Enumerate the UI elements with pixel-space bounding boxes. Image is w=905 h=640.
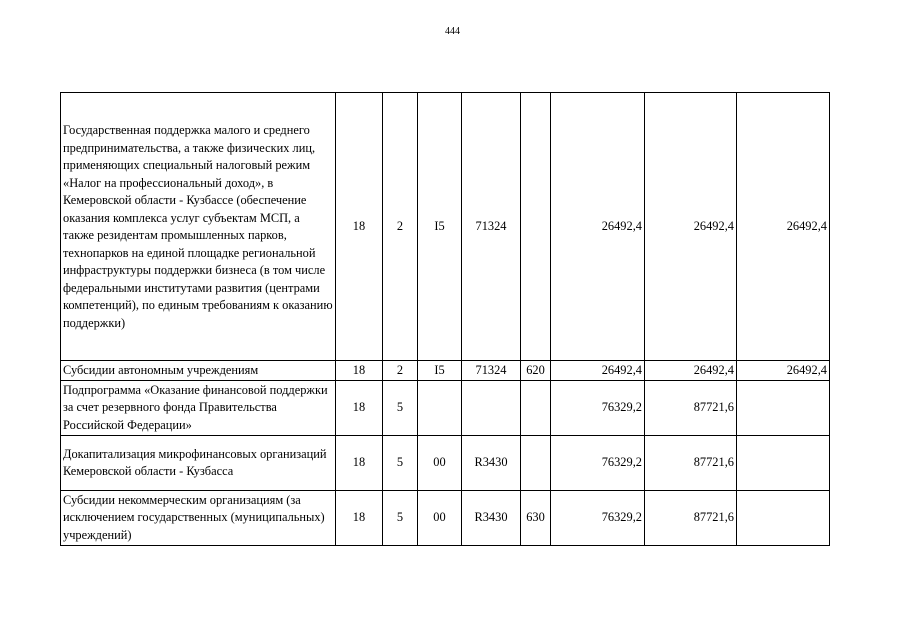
amount-year3-cell: 26492,4 xyxy=(737,361,830,381)
amount-year1-cell: 26492,4 xyxy=(551,361,645,381)
table-row xyxy=(61,491,830,546)
program-code-cell: 18 xyxy=(336,381,383,436)
expense-code-cell: 71324 xyxy=(462,93,521,361)
amount-year3-cell xyxy=(737,436,830,491)
expense-type-cell xyxy=(521,93,551,361)
direction-code-cell: I5 xyxy=(418,361,462,381)
amount-year1-cell: 76329,2 xyxy=(551,436,645,491)
program-code-cell: 18 xyxy=(336,491,383,546)
amount-year1-cell: 76329,2 xyxy=(551,491,645,546)
amount-year3-cell xyxy=(737,491,830,546)
row-name-cell: Подпрограмма «Оказание финансовой поддержки за счет резервного фонда Правительства Российской Федерации» xyxy=(61,381,336,436)
amount-year2-cell: 87721,6 xyxy=(645,381,737,436)
table-row xyxy=(61,381,830,436)
program-code-cell: 18 xyxy=(336,436,383,491)
page-number: 444 xyxy=(445,26,460,37)
amount-year1-cell: 26492,4 xyxy=(551,93,645,361)
amount-year2-cell: 87721,6 xyxy=(645,436,737,491)
expense-code-cell: R3430 xyxy=(462,491,521,546)
expense-type-cell xyxy=(521,381,551,436)
direction-code-cell: 00 xyxy=(418,436,462,491)
expense-code-cell: 71324 xyxy=(462,361,521,381)
row-name-cell: Субсидии автономным учреждениям xyxy=(61,361,336,381)
expense-type-cell: 630 xyxy=(521,491,551,546)
amount-year2-cell: 26492,4 xyxy=(645,93,737,361)
expense-type-cell: 620 xyxy=(521,361,551,381)
program-code-cell: 18 xyxy=(336,361,383,381)
subprogram-code-cell: 5 xyxy=(383,436,418,491)
amount-year2-cell: 26492,4 xyxy=(645,361,737,381)
amount-year2-cell: 87721,6 xyxy=(645,491,737,546)
subprogram-code-cell: 5 xyxy=(383,491,418,546)
direction-code-cell: 00 xyxy=(418,491,462,546)
table-row xyxy=(61,93,830,361)
expense-code-cell xyxy=(462,381,521,436)
subprogram-code-cell: 2 xyxy=(383,361,418,381)
program-code-cell: 18 xyxy=(336,93,383,361)
direction-code-cell: I5 xyxy=(418,93,462,361)
amount-year1-cell: 76329,2 xyxy=(551,381,645,436)
subprogram-code-cell: 2 xyxy=(383,93,418,361)
budget-table xyxy=(60,92,830,546)
expense-type-cell xyxy=(521,436,551,491)
row-name-cell: Субсидии некоммерческим организациям (за исключением государственных (муниципальных) учреждений) xyxy=(61,491,336,546)
expense-code-cell: R3430 xyxy=(462,436,521,491)
table-row xyxy=(61,361,830,381)
row-name-cell: Докапитализация микрофинансовых организаций Кемеровской области - Кузбасса xyxy=(61,436,336,491)
amount-year3-cell xyxy=(737,381,830,436)
subprogram-code-cell: 5 xyxy=(383,381,418,436)
amount-year3-cell: 26492,4 xyxy=(737,93,830,361)
table-row xyxy=(61,436,830,491)
direction-code-cell xyxy=(418,381,462,436)
row-name-cell: Государственная поддержка малого и среднего предпринимательства, а также физических лиц, применяющих специальный налоговый режим «Налог на профессиональный доход», в Кемеровской области - Кузбассе (обеспечение оказания комплекса услуг субъектам МСП, а также резидентам промышленных парков, технопарков на единой площадке региональной инфраструктуры поддержки бизнеса (в том числе федеральными институтами развития (центрами компетенций), по единым требованиям к оказанию поддержки) xyxy=(61,93,336,361)
